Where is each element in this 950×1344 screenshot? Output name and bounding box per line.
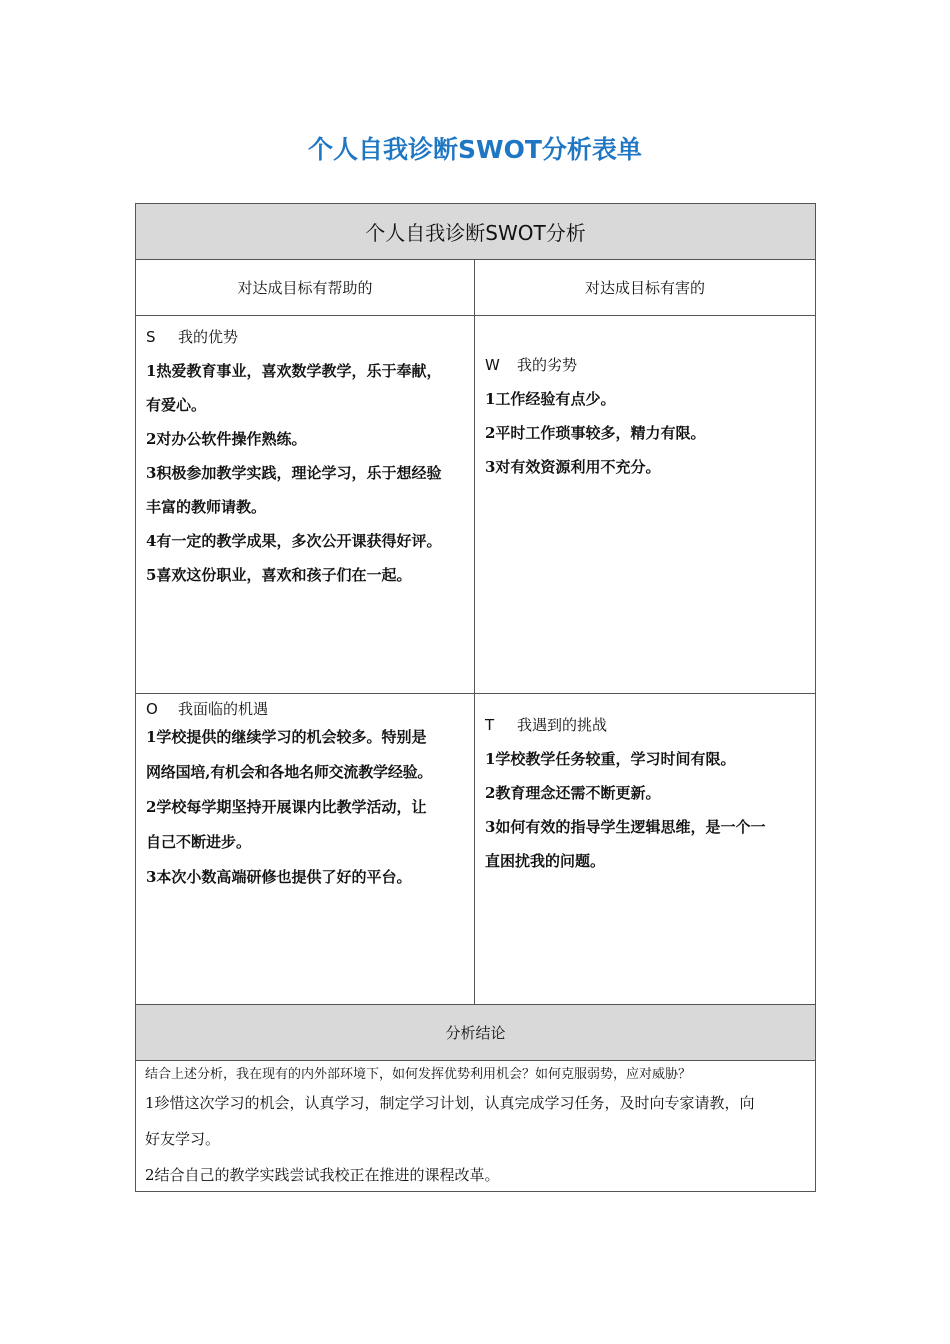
- list-item: 1珍惜这次学习的机会，认真学习，制定学习计划，认真完成学习任务，及时向专家请教，向: [145, 1094, 755, 1112]
- table-title: 个人自我诊断SWOT分析: [136, 204, 815, 260]
- weaknesses-letter: W: [485, 356, 500, 374]
- list-item: 1学校提供的继续学习的机会较多。特别是: [146, 728, 427, 746]
- weaknesses-cell: [475, 316, 815, 694]
- list-item: 丰富的教师请教。: [146, 498, 267, 516]
- conclusion-heading: 分析结论: [136, 1005, 815, 1061]
- opportunities-letter: O: [146, 700, 158, 718]
- list-item: 1热爱教育事业，喜欢数学教学，乐于奉献，: [146, 362, 442, 380]
- opportunities-title: 我面临的机遇: [178, 700, 269, 718]
- conclusion-intro: 结合上述分析，我在现有的内外部环境下，如何发挥优势利用机会？如何克服弱势，应对威胁？: [145, 1067, 692, 1082]
- strengths-letter: S: [146, 328, 156, 346]
- list-item: 3本次小数高端研修也提供了好的平台。: [146, 868, 412, 886]
- strengths-heading: [146, 320, 466, 354]
- list-item: 1工作经验有点少。: [485, 390, 616, 408]
- list-item: 2结合自己的教学实践尝试我校正在推进的课程改革。: [145, 1166, 500, 1184]
- weaknesses-heading: [485, 348, 807, 382]
- conclusion-body: [136, 1061, 815, 1193]
- list-item: 好友学习。: [145, 1130, 221, 1148]
- list-item: 自己不断进步。: [146, 833, 252, 851]
- list-item: 有爱心。: [146, 396, 207, 414]
- column-header-harmful: 对达成目标有害的: [475, 260, 815, 316]
- list-item: 直困扰我的问题。: [485, 852, 606, 870]
- list-item: 3如何有效的指导学生逻辑思维，是一个一: [485, 818, 766, 836]
- list-item: 4有一定的教学成果，多次公开课获得好评。: [146, 532, 442, 550]
- swot-table: [135, 203, 816, 1192]
- opportunities-heading: [146, 698, 466, 720]
- list-item: 2教育理念还需不断更新。: [485, 784, 661, 802]
- threats-title: 我遇到的挑战: [517, 716, 608, 734]
- page-title: 个人自我诊断SWOT分析表单: [308, 135, 642, 164]
- list-item: 网络国培,有机会和各地名师交流教学经验。: [146, 763, 433, 781]
- threats-letter: T: [485, 716, 495, 734]
- opportunities-cell: [136, 694, 475, 1005]
- list-item: 3对有效资源利用不充分。: [485, 458, 661, 476]
- list-item: 2对办公软件操作熟练。: [146, 430, 307, 448]
- strengths-cell: [136, 316, 475, 694]
- list-item: 5喜欢这份职业，喜欢和孩子们在一起。: [146, 566, 412, 584]
- list-item: 2平时工作琐事较多，精力有限。: [485, 424, 706, 442]
- column-header-helpful: 对达成目标有帮助的: [136, 260, 475, 316]
- list-item: 1学校教学任务较重，学习时间有限。: [485, 750, 736, 768]
- threats-cell: [475, 694, 815, 1005]
- list-item: 2学校每学期坚持开展课内比教学活动，让: [146, 798, 427, 816]
- strengths-title: 我的优势: [178, 328, 239, 346]
- threats-heading: [485, 708, 807, 742]
- weaknesses-title: 我的劣势: [517, 356, 578, 374]
- list-item: 3积极参加教学实践，理论学习，乐于想经验: [146, 464, 442, 482]
